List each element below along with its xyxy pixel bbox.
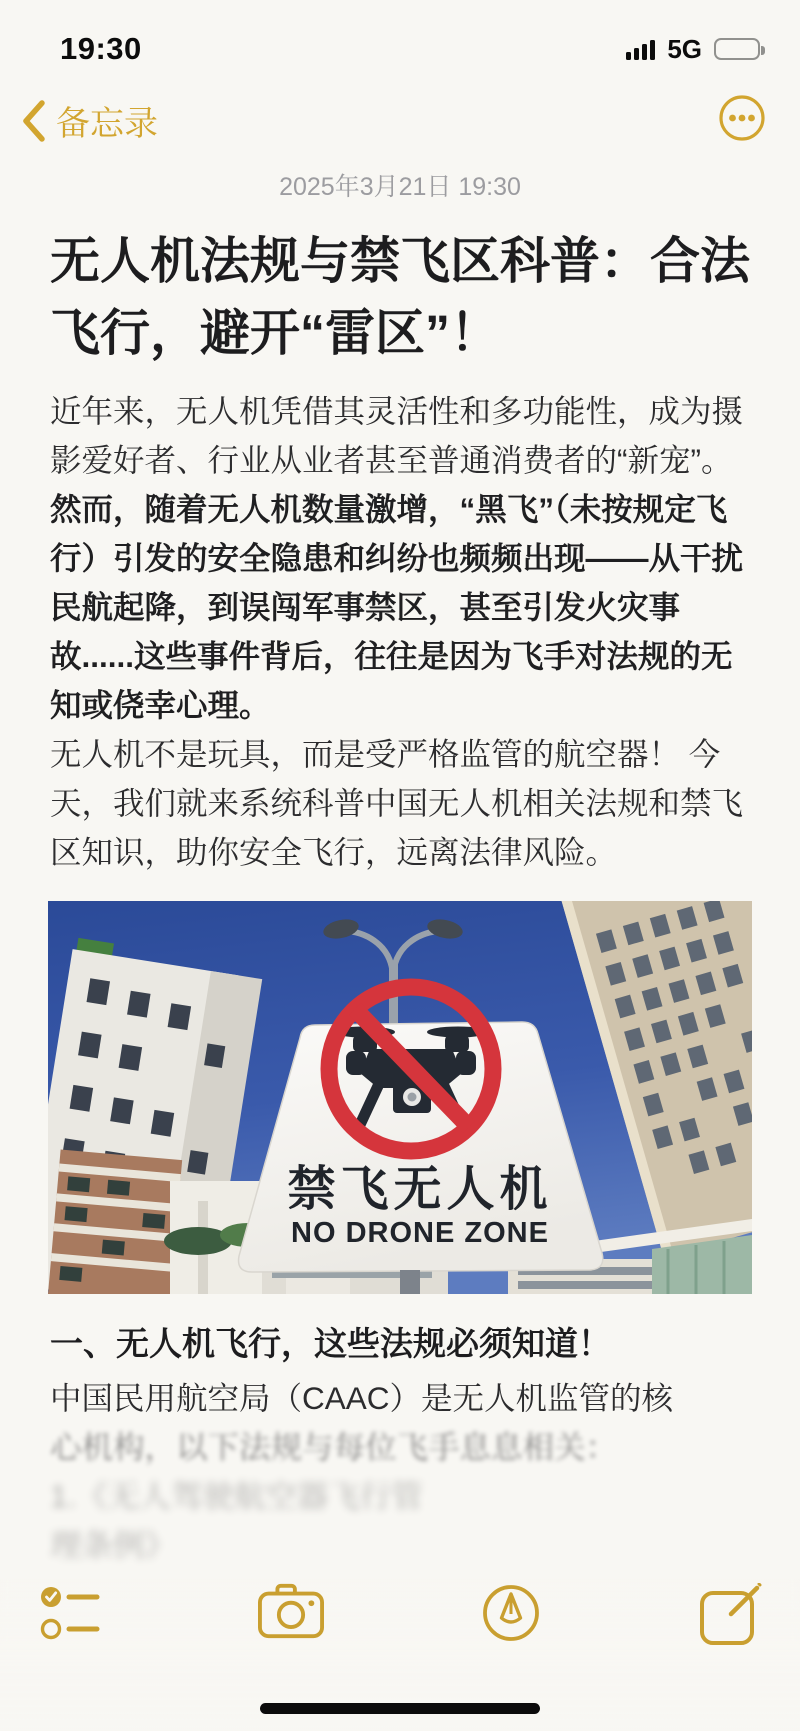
paragraph-3-blurred-line: 心机构，以下法规与每位飞手息息相关： bbox=[50, 1429, 618, 1465]
section-1-heading: 一、无人机飞行，这些法规必须知道！ bbox=[50, 1325, 611, 1362]
bottom-toolbar bbox=[0, 1579, 800, 1731]
checklist-icon bbox=[39, 1583, 103, 1645]
home-indicator[interactable] bbox=[260, 1703, 540, 1714]
camera-icon bbox=[258, 1583, 324, 1639]
status-time: 19:30 bbox=[60, 31, 142, 66]
chevron-back-icon bbox=[18, 98, 48, 144]
photo-sign-text-chinese: 禁飞无人机 bbox=[287, 1163, 553, 1216]
battery-icon bbox=[714, 38, 760, 60]
markup-button[interactable] bbox=[478, 1583, 544, 1647]
paragraph-3-visible-line: 中国民用航空局（CAAC）是无人机监管的核 bbox=[50, 1380, 674, 1416]
compose-icon bbox=[700, 1583, 762, 1645]
paragraph-1-normal-text: 近年来，无人机凭借其灵活性和多功能性，成为摄影爱好者、行业从业者甚至普通消费者的“新宠”。 bbox=[50, 393, 744, 478]
photo-brick-building bbox=[48, 1150, 182, 1294]
status-bar bbox=[0, 0, 800, 72]
ellipsis-circle-icon bbox=[718, 94, 766, 142]
note-paragraph-2: 无人机不是玩具，而是受严格监管的航空器！ 今天，我们就来系统科普中国无人机相关法规和禁飞区知识，助你安全飞行，远离法律风险。 bbox=[50, 736, 744, 870]
photo-sign-pole bbox=[400, 1270, 420, 1294]
back-button[interactable] bbox=[18, 96, 158, 145]
compose-button[interactable] bbox=[698, 1583, 764, 1647]
camera-button[interactable] bbox=[258, 1583, 324, 1647]
note-title: 无人机法规与禁飞区科普：合法飞行，避开“雷区”！ bbox=[50, 233, 750, 361]
nav-bar bbox=[0, 72, 800, 151]
paragraph-1-bold-text: 然而，随着无人机数量激增，“黑飞”（未按规定飞行）引发的安全隐患和纠纷也频频出现——从干扰民航起降，到误闯军事禁区，甚至引发火灾事故......这些事件背后，往往是因为飞手对法规的无知或侥幸心理。 bbox=[50, 491, 744, 723]
markup-pen-icon bbox=[481, 1583, 541, 1643]
note-date: 2025年3月21日 19:30 bbox=[279, 173, 521, 201]
cellular-signal-icon bbox=[626, 38, 655, 60]
back-button-label: 备忘录 bbox=[56, 105, 158, 143]
network-type-label: 5G bbox=[667, 33, 702, 64]
note-paragraph-3 bbox=[50, 1374, 750, 1570]
more-options-button[interactable] bbox=[718, 94, 766, 147]
status-indicators bbox=[626, 34, 760, 65]
photo-sign-text-english: NO DRONE ZONE bbox=[291, 1217, 549, 1249]
note-paragraph-1 bbox=[50, 387, 750, 730]
paragraph-4-blurred-line: 1.《无人驾驶航空器飞行管理条例》 bbox=[50, 1478, 423, 1563]
checklist-button[interactable] bbox=[38, 1583, 104, 1647]
note-photo-attachment[interactable] bbox=[48, 901, 752, 1294]
no-drone-zone-photo bbox=[48, 901, 752, 1294]
toolbar-icons-row bbox=[0, 1579, 800, 1647]
